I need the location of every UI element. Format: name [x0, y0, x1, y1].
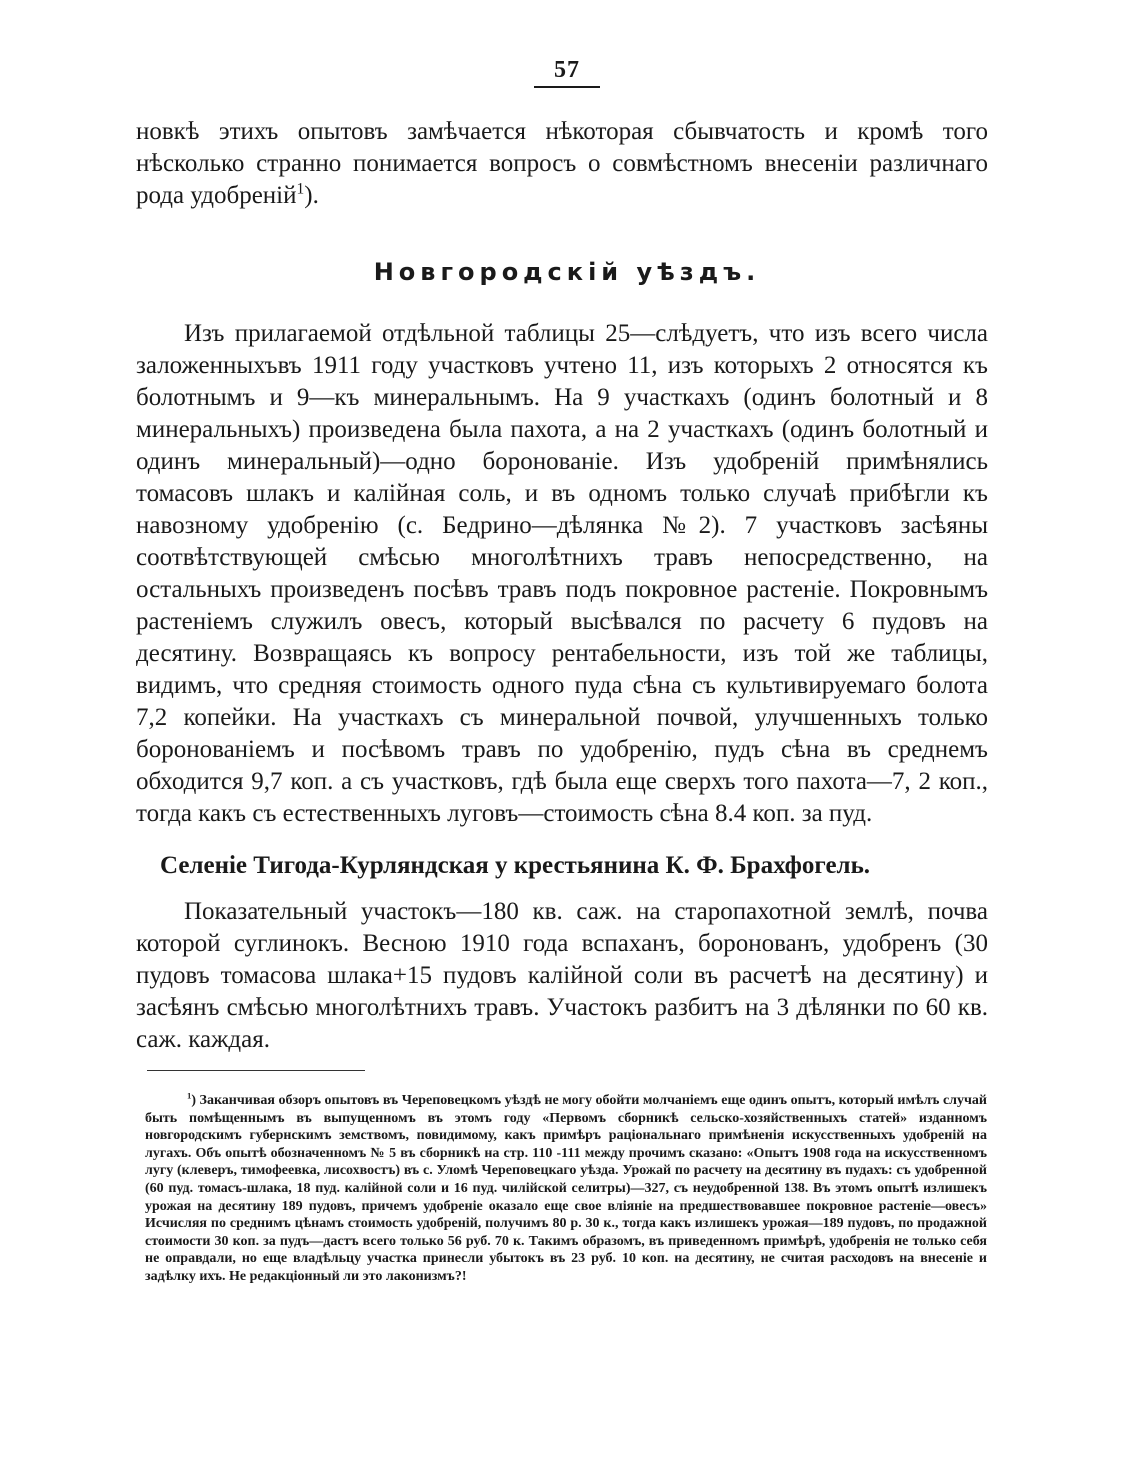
sub-heading: Селеніе Тигода-Курляндская у крестьянина К. Ф. Брахфогель.	[160, 852, 871, 879]
main-paragraph: Изъ прилагаемой отдѣльной таблицы 25—слѣдуетъ, что изъ всего числа заложенныхъвъ 1911 году участковъ учтено 11, изъ которыхъ 2 относятся къ болотнымъ и 9—къ минеральнымъ. На 9 участкахъ (одинъ болотный и 8 минеральныхъ) произведена была пахота, а на 2 участкахъ (одинъ болотный и одинъ минеральный)—одно боронованіе. Изъ удобреній примѣнялись томасовъ шлакъ и калійная соль, и въ одномъ только случаѣ прибѣгли къ навозному удобренію (с. Бедрино—дѣлянка №2). 7 участковъ засѣяны соотвѣтствующей смѣсью многолѣтнихъ травъ непосредственно, на остальныхъ произведенъ посѣвъ травъ подъ покровное растеніе. Покровнымъ растеніемъ служилъ овесъ, который высѣвался по расчету 6 пудовъ на десятину. Возвращаясь къ вопросу рентабельности, изъ той же таблицы, видимъ, что средняя стоимость одного пуда сѣна съ культивируемаго болота 7,2 копейки. На участкахъ съ минеральной почвой, улучшенныхъ только боронованіемъ и посѣвомъ травъ по удобренію, пудъ сѣна въ среднемъ обходится 9,7 коп. а съ участковъ, гдѣ была еще сверхъ того пахота—7, 2 коп., тогда какъ съ естественныхъ луговъ—стоимость сѣна 8.4 коп. за пуд.	[136, 320, 988, 827]
footnote	[145, 1092, 987, 1286]
footnote-mark: 1	[187, 1090, 192, 1101]
footnote-text: ) Заканчивая обзоръ опытовъ въ Череповецкомъ уѣздѣ не могу обойти молчаніемъ еще одинъ опытъ, который имѣлъ случай быть помѣщеннымъ въ выпущенномъ въ этомъ году «Первомъ сборникѣ сельско-хозяйственныхъ статей» изданномъ новгородскимъ губернскимъ земствомъ, повидимому, какъ примѣръ раціональнаго примѣненія искусственныхъ удобреній на лугахъ. Объ опытѣ обозначенномъ № 5 въ сборникѣ на стр. 110 -111 между прочимъ сказано: «Опытъ 1908 года на искусственномъ лугу (клеверъ, тимофеевка, лисохвостъ) въ с. Уломѣ Череповецкаго уѣзда. Урожай по расчету на десятину въ пудахъ: съ удобренной (60 пуд. томасъ-шлака, 18 пуд. калійной соли и 16 пуд. чилійской селитры)—327, съ неудобренной 138. Въ этомъ опытѣ излишекъ урожая на десятину 189 пудовъ, причемъ удобреніе оказало еще свое вліяніе на предшествовавшее покровное растеніе—овесъ» Исчисляя по среднимъ цѣнамъ стоимость удобреній, получимъ 80 р. 30 к., тогда какъ излишекъ урожая—189 пудовъ, по продажной стоимости 30 коп. за пудъ—дастъ всего только 56 руб. 70 к. Такимъ образомъ, въ приведенномъ примѣрѣ, удобренія не только себя не оправдали, но еще владѣльцу участка принесли убытокъ въ 23 руб. 10 коп. на десятину, не считая расходовъ на внесеніе и задѣлку ихъ. Не редакціонный ли это лаконизмъ?!	[145, 1093, 987, 1284]
continued-paragraph	[136, 116, 988, 212]
continued-paragraph-text: новкѣ этихъ опытовъ замѣчается нѣкоторая сбывчатость и кромѣ того нѣсколько странно понимается вопросъ о совмѣстномъ внесеніи различнаго рода удобреній	[136, 118, 988, 209]
continued-paragraph-block	[136, 116, 988, 212]
footnote-divider	[147, 1070, 365, 1071]
section-heading: Новгородскій уѣздъ.	[373, 258, 761, 286]
page-number: 57	[534, 56, 600, 88]
plot-paragraph-block	[136, 896, 988, 1056]
footnote-reference[interactable]: 1	[296, 180, 305, 198]
continued-paragraph-tail: ).	[304, 182, 319, 209]
main-paragraph-block	[136, 318, 988, 830]
page-number-container	[0, 56, 1134, 88]
plot-paragraph: Показательный участокъ—180 кв. саж. на старопахотной землѣ, почва которой суглинокъ. Весною 1910 года вспаханъ, боронованъ, удобренъ (30 пудовъ томасова шлака+15 пудовъ калійной соли въ расчетѣ на десятину) и засѣянъ смѣсью многолѣтнихъ травъ. Участокъ разбитъ на 3 дѣлянки по 60 кв. саж. каждая.	[136, 898, 988, 1053]
